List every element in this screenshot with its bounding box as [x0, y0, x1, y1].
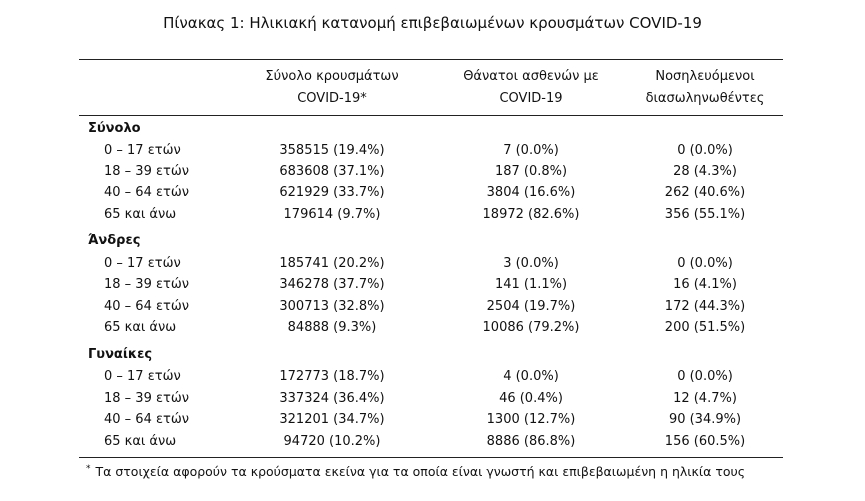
- deaths-cell: 4 (0.0%): [503, 369, 559, 384]
- deaths-cell: 3 (0.0%): [503, 256, 559, 271]
- table-row: [0, 296, 865, 317]
- cases-cell: 84888 (9.3%): [287, 320, 377, 335]
- age-group-cell: 18 – 39 ετών: [104, 164, 189, 179]
- cases-cell: 358515 (19.4%): [279, 143, 385, 158]
- column-header-line: διασωληνωθέντες: [645, 91, 765, 106]
- age-group-cell: 65 και άνω: [104, 207, 177, 222]
- cases-cell: 185741 (20.2%): [279, 256, 385, 271]
- table-row: [0, 409, 865, 430]
- intubated-cell: 16 (4.1%): [673, 277, 737, 292]
- cases-cell: 346278 (37.7%): [279, 277, 385, 292]
- cases-cell: 321201 (34.7%): [279, 412, 385, 427]
- intubated-cell: 172 (44.3%): [664, 299, 746, 314]
- table-row: [0, 253, 865, 274]
- table-row: [0, 140, 865, 161]
- table-row: [0, 274, 865, 295]
- column-header-line: Θάνατοι ασθενών με: [463, 69, 599, 84]
- column-header-total-cases: [247, 66, 417, 110]
- deaths-cell: 18972 (82.6%): [482, 207, 580, 222]
- deaths-cell: 187 (0.8%): [494, 164, 568, 179]
- age-group-cell: 18 – 39 ετών: [104, 277, 189, 292]
- intubated-cell: 28 (4.3%): [673, 164, 737, 179]
- deaths-cell: 1300 (12.7%): [486, 412, 576, 427]
- table-top-rule: [79, 59, 783, 60]
- age-group-cell: 18 – 39 ετών: [104, 391, 189, 406]
- deaths-cell: 7 (0.0%): [503, 143, 559, 158]
- column-header-intubated: [620, 66, 790, 110]
- deaths-cell: 8886 (86.8%): [486, 434, 576, 449]
- deaths-cell: 2504 (19.7%): [486, 299, 576, 314]
- age-group-cell: 65 και άνω: [104, 434, 177, 449]
- footnote: [86, 458, 745, 483]
- cases-cell: 337324 (36.4%): [279, 391, 385, 406]
- column-header-line: COVID-19*: [297, 91, 367, 106]
- header-divider-rule: [79, 115, 783, 116]
- age-group-cell: 0 – 17 ετών: [104, 369, 181, 384]
- cases-cell: 683608 (37.1%): [279, 164, 385, 179]
- cases-cell: 300713 (32.8%): [279, 299, 385, 314]
- column-header-line: COVID-19: [499, 91, 563, 106]
- column-header-deaths: [436, 66, 626, 110]
- age-group-cell: 40 – 64 ετών: [104, 185, 189, 200]
- table-row: [0, 431, 865, 452]
- deaths-cell: 10086 (79.2%): [482, 320, 580, 335]
- table-title: Πίνακας 1: Ηλικιακή κατανομή επιβεβαιωμένων κρουσμάτων COVID-19: [163, 14, 702, 32]
- cases-cell: 172773 (18.7%): [279, 369, 385, 384]
- intubated-cell: 12 (4.7%): [673, 391, 737, 406]
- table-row: [0, 161, 865, 182]
- age-group-cell: 40 – 64 ετών: [104, 299, 189, 314]
- age-group-cell: 65 και άνω: [104, 320, 177, 335]
- group-label-women: Γυναίκες: [88, 347, 153, 362]
- table-row: [0, 317, 865, 338]
- intubated-cell: 0 (0.0%): [677, 369, 733, 384]
- intubated-cell: 90 (34.9%): [668, 412, 742, 427]
- footnote-text: Τα στοιχεία αφορούν τα κρούσματα εκείνα για τα οποία είναι γνωστή και επιβεβαιωμένη η ηλικία τους: [95, 464, 746, 479]
- column-header-line: Νοσηλευόμενοι: [655, 69, 755, 84]
- table-row: [0, 366, 865, 387]
- intubated-cell: 200 (51.5%): [664, 320, 746, 335]
- intubated-cell: 156 (60.5%): [664, 434, 746, 449]
- age-group-cell: 40 – 64 ετών: [104, 412, 189, 427]
- cases-cell: 179614 (9.7%): [283, 207, 381, 222]
- group-label-total: Σύνολο: [88, 121, 141, 136]
- cases-cell: 94720 (10.2%): [283, 434, 381, 449]
- table-row: [0, 388, 865, 409]
- column-header-line: Σύνολο κρουσμάτων: [265, 69, 399, 84]
- age-group-cell: 0 – 17 ετών: [104, 143, 181, 158]
- intubated-cell: 0 (0.0%): [677, 143, 733, 158]
- cases-cell: 621929 (33.7%): [279, 185, 385, 200]
- group-label-men: Άνδρες: [88, 233, 141, 248]
- table-row: [0, 182, 865, 203]
- deaths-cell: 141 (1.1%): [494, 277, 568, 292]
- age-group-cell: 0 – 17 ετών: [104, 256, 181, 271]
- intubated-cell: 356 (55.1%): [664, 207, 746, 222]
- deaths-cell: 46 (0.4%): [499, 391, 563, 406]
- intubated-cell: 262 (40.6%): [664, 185, 746, 200]
- table-row: [0, 204, 865, 225]
- intubated-cell: 0 (0.0%): [677, 256, 733, 271]
- footnote-marker: *: [86, 464, 91, 474]
- deaths-cell: 3804 (16.6%): [486, 185, 576, 200]
